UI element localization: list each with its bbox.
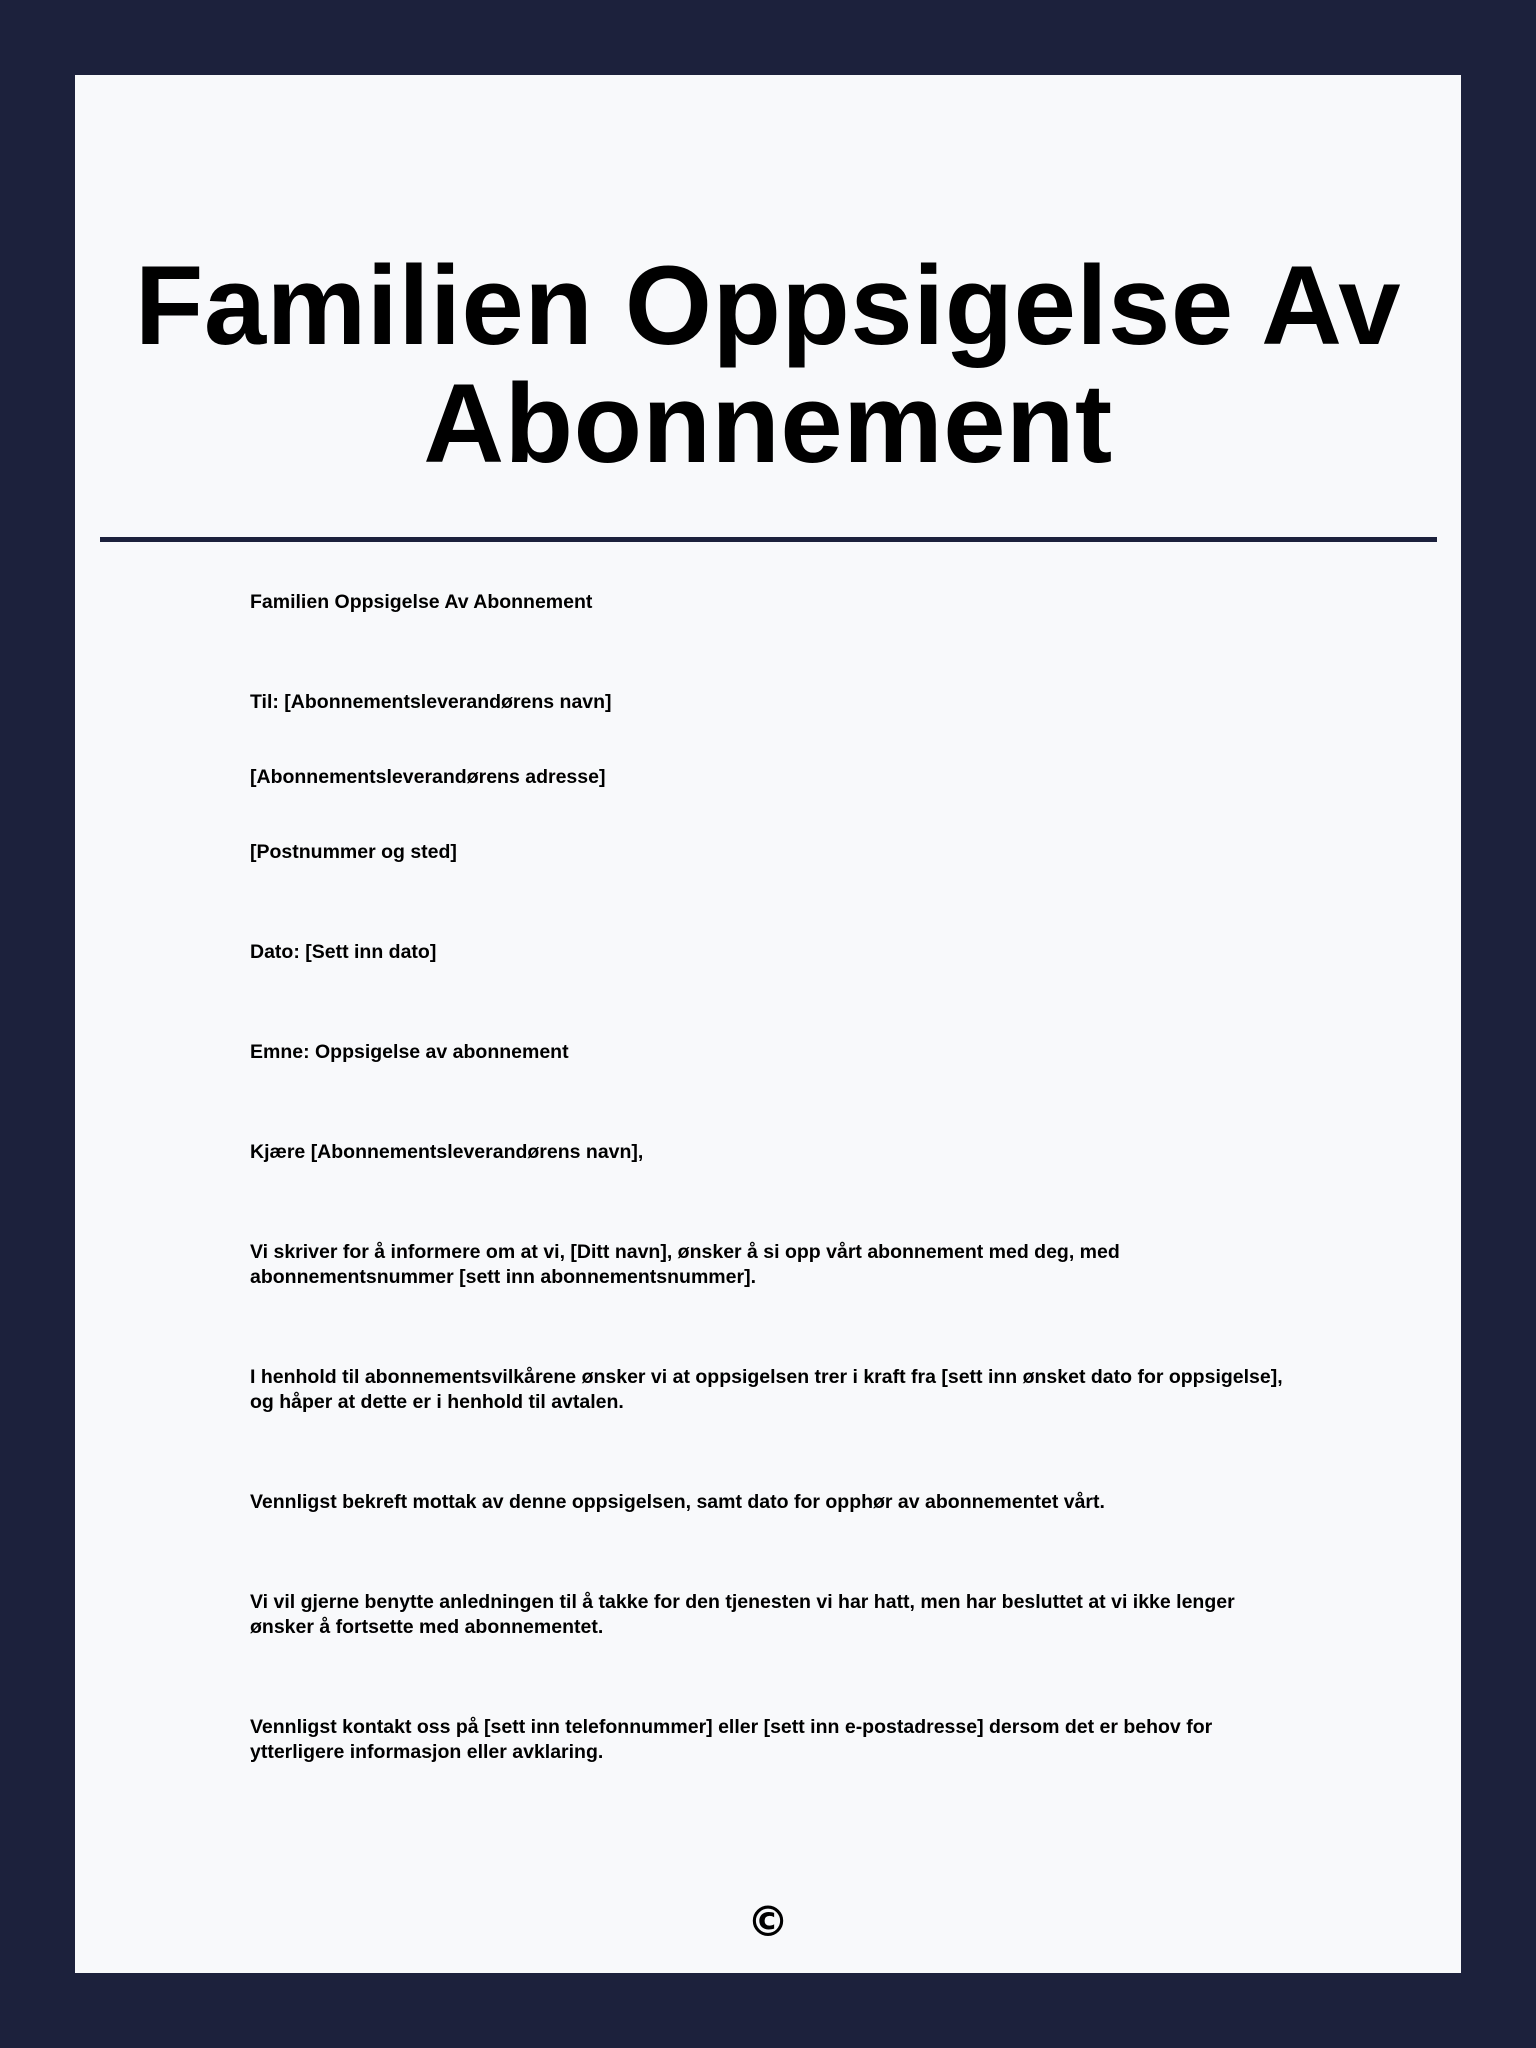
date-line: Dato: [Sett inn dato] [250, 941, 437, 963]
paragraph-confirmation: Vennligst bekreft mottak av denne oppsigelsen, samt dato for opphør av abonnementet vårt. [250, 1491, 1105, 1513]
copyright-icon: © [747, 1897, 789, 1946]
paragraph-intent: Vi skriver for å informere om at vi, [Ditt navn], ønsker å si opp vårt abonnement med deg, med abonnementsnummer [sett inn abonnementsnummer]. [250, 1241, 1120, 1288]
document-title: Familien Oppsigelse Av Abonnement [134, 243, 1402, 486]
paragraph-effective-date: I henhold til abonnementsvilkårene ønsker vi at oppsigelsen trer i kraft fra [sett inn ønsket dato for oppsigelse], og håper at dette er i henhold til avtalen. [250, 1366, 1283, 1413]
subject-line: Emne: Oppsigelse av abonnement [250, 1041, 569, 1063]
document-heading: Familien Oppsigelse Av Abonnement [250, 591, 593, 613]
document-page [75, 75, 1461, 1973]
paragraph-thanks: Vi vil gjerne benytte anledningen til å takke for den tjenesten vi har hatt, men har besluttet at vi ikke lenger ønsker å fortsette med abonnementet. [250, 1591, 1235, 1638]
postal-code-line: [Postnummer og sted] [250, 841, 457, 863]
salutation: Kjære [Abonnementsleverandørens navn], [250, 1141, 644, 1163]
recipient-name-line: Til: [Abonnementsleverandørens navn] [250, 691, 612, 713]
paragraph-contact: Vennligst kontakt oss på [sett inn telefonnummer] eller [sett inn e-postadresse] dersom det er behov for ytterligere informasjon eller avklaring. [250, 1716, 1213, 1763]
title-divider [100, 537, 1437, 542]
recipient-address-line: [Abonnementsleverandørens adresse] [250, 766, 606, 788]
